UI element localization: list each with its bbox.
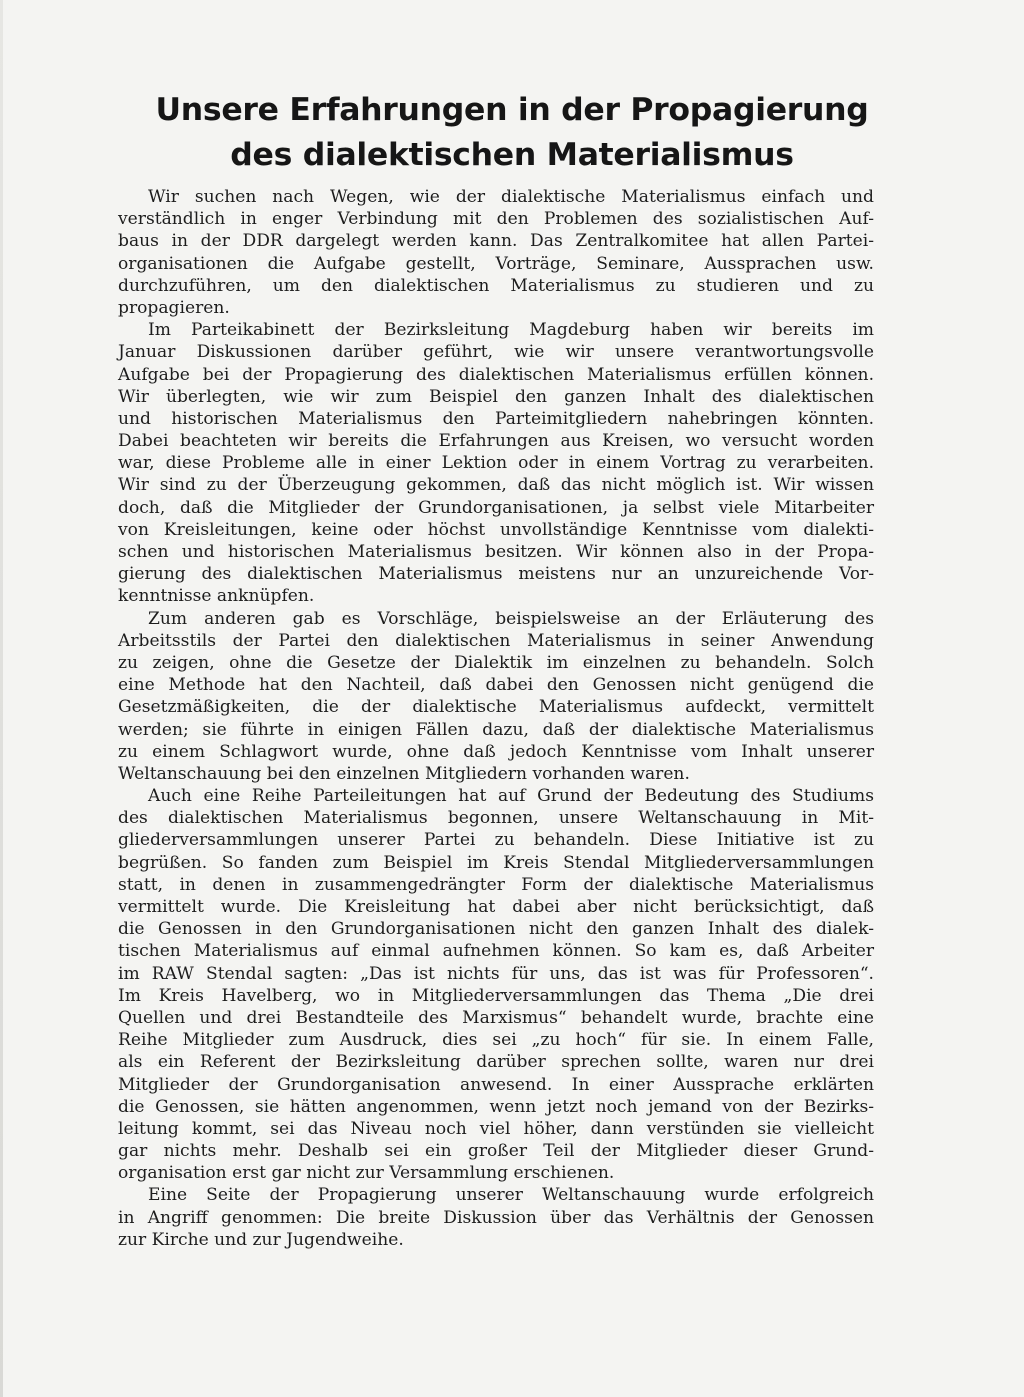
text-line: baus in der DDR dargelegt werden kann. Das Zentralkomitee hat allen Partei- [118, 231, 874, 252]
article-title-line-1: Unsere Erfahrungen in der Propagierung [155, 92, 869, 128]
text-line: gliederversammlungen unserer Partei zu behandeln. Diese Initiative ist zu [118, 830, 874, 851]
text-line: Eine Seite der Propagierung unserer Weltanschauung wurde erfolgreich [148, 1185, 874, 1206]
text-line: im RAW Stendal sagten: „Das ist nichts für uns, das ist was für Professoren“. [118, 963, 874, 984]
paragraph-2 [118, 319, 874, 607]
text-line: begrüßen. So fanden zum Beispiel im Kreis Stendal Mitgliederversammlungen [118, 852, 874, 873]
text-line: statt, in denen in zusammengedrängter Form der dialektische Materialismus [118, 874, 874, 895]
text-line: eine Methode hat den Nachteil, daß dabei den Genossen nicht genügend die [118, 675, 874, 696]
text-line: Wir suchen nach Wegen, wie der dialektische Materialismus einfach und [148, 187, 874, 207]
text-line: Reihe Mitglieder zum Ausdruck, dies sei „zu hoch“ für sie. In einem Falle, [118, 1030, 874, 1051]
article-title-line-2: des dialektischen Materialismus [230, 137, 794, 173]
text-line: Dabei beachteten wir bereits die Erfahrungen aus Kreisen, wo versucht worden [118, 431, 874, 452]
text-line: leitung kommt, sei das Niveau noch viel höher, dann verstünden sie vielleicht [118, 1118, 874, 1139]
text-line: gar nichts mehr. Deshalb sei ein großer Teil der Mitglieder dieser Grund- [118, 1141, 874, 1162]
text-line: Arbeitsstils der Partei den dialektischen Materialismus in seiner Anwendung [118, 630, 874, 651]
text-line: organisation erst gar nicht zur Versammlung erschienen. [118, 1163, 615, 1184]
text-line: Weltanschauung bei den einzelnen Mitgliedern vorhanden waren. [118, 763, 690, 784]
text-line: werden; sie führte in einigen Fällen dazu, daß der dialektische Materialismus [118, 719, 874, 740]
text-line: die Genossen in den Grundorganisationen nicht den ganzen Inhalt des dialek- [118, 919, 874, 940]
text-line: zur Kirche und zur Jugendweihe. [118, 1229, 404, 1250]
text-line: Zum anderen gab es Vorschläge, beispielsweise an der Erläuterung des [148, 608, 874, 629]
text-line: Quellen und drei Bestandteile des Marxismus“ behandelt wurde, brachte eine [118, 1007, 874, 1028]
text-line: durchzuführen, um den dialektischen Materialismus zu studieren und zu [118, 275, 874, 296]
text-line: organisationen die Aufgabe gestellt, Vorträge, Seminare, Aussprachen usw. [118, 253, 874, 274]
text-line: kenntnisse anknüpfen. [118, 586, 315, 607]
text-line: propagieren. [118, 297, 230, 318]
paragraph-3 [118, 608, 874, 786]
text-line: und historischen Materialismus den Parteimitgliedern nahebringen könnten. [118, 408, 874, 429]
text-line: schen und historischen Materialismus besitzen. Wir können also in der Propa- [118, 542, 874, 562]
text-line: tischen Materialismus auf einmal aufnehmen können. So kam es, daß Arbeiter [118, 941, 874, 962]
text-line: vermittelt wurde. Die Kreisleitung hat dabei aber nicht berücksichtigt, daß [118, 897, 874, 917]
text-line: Januar Diskussionen darüber geführt, wie wir unsere verantwortungsvolle [118, 342, 874, 363]
text-line: zu zeigen, ohne die Gesetze der Dialektik im einzelnen zu behandeln. Solch [118, 652, 874, 673]
paragraph-1 [118, 186, 874, 319]
text-line: doch, daß die Mitglieder der Grundorganisationen, ja selbst viele Mitarbeiter [118, 497, 874, 518]
paragraph-5 [118, 1184, 874, 1251]
page-edge [0, 0, 3, 1397]
text-line: die Genossen, sie hätten angenommen, wenn jetzt noch jemand von der Bezirks- [118, 1096, 874, 1117]
article-body [118, 186, 874, 1251]
text-line: von Kreisleitungen, keine oder höchst unvollständige Kenntnisse vom dialekti- [118, 519, 874, 540]
text-line: Im Kreis Havelberg, wo in Mitgliederversammlungen das Thema „Die drei [118, 985, 874, 1006]
text-line: zu einem Schlagwort wurde, ohne daß jedoch Kenntnisse vom Inhalt unserer [118, 741, 874, 762]
text-line: des dialektischen Materialismus begonnen, unsere Weltanschauung in Mit- [118, 808, 874, 829]
text-line: in Angriff genommen: Die breite Diskussion über das Verhältnis der Genossen [118, 1207, 874, 1228]
text-line: Wir sind zu der Überzeugung gekommen, daß das nicht möglich ist. Wir wissen [118, 475, 874, 496]
text-line: verständlich in enger Verbindung mit den Problemen des sozialistischen Auf- [118, 209, 874, 230]
text-line: Wir überlegten, wie wir zum Beispiel den ganzen Inhalt des dialektischen [118, 386, 874, 407]
text-line: Aufgabe bei der Propagierung des dialektischen Materialismus erfüllen können. [118, 364, 874, 385]
text-line: Auch eine Reihe Parteileitungen hat auf Grund der Bedeutung des Studiums [148, 786, 874, 807]
text-line: war, diese Probleme alle in einer Lektion oder in einem Vortrag zu verarbeiten. [118, 453, 874, 474]
text-line: Im Parteikabinett der Bezirksleitung Magdeburg haben wir bereits im [148, 320, 874, 341]
text-line: Gesetzmäßigkeiten, die der dialektische Materialismus aufdeckt, vermittelt [118, 697, 874, 718]
text-line: als ein Referent der Bezirksleitung darüber sprechen sollte, waren nur drei [118, 1052, 874, 1073]
text-line: Mitglieder der Grundorganisation anwesend. In einer Aussprache erklärten [118, 1074, 874, 1095]
text-line: gierung des dialektischen Materialismus meistens nur an unzureichende Vor- [118, 564, 874, 585]
paragraph-4 [118, 785, 874, 1184]
